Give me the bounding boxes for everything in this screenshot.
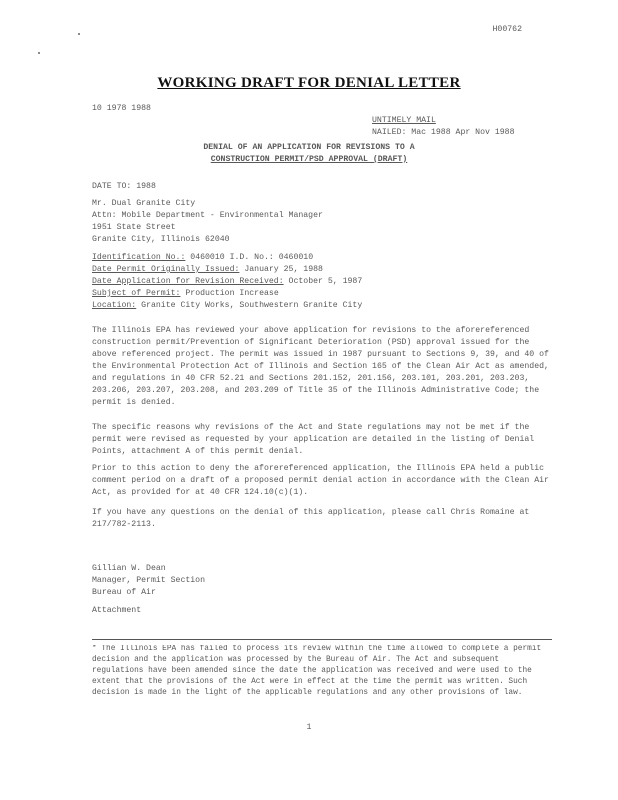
address-line: Granite City, Illinois 62040 bbox=[92, 235, 230, 244]
reference-key: Date Application for Revision Received: bbox=[92, 277, 284, 286]
enclosure-note: Attachment bbox=[92, 606, 142, 615]
footnote: * The Illinois EPA has failed to process its review within the time allowed to complete a permit decision and the application was processed by the Bureau of Air. The Act and subsequent regulations have been amended since the date the application was received and were used to the extent that the provisions of the Act were in effect at the time the permit was written. Such decision is made in the light of the applicable regulations and any other provisions of law. bbox=[92, 645, 542, 697]
letter-heading: WORKING DRAFT FOR DENIAL LETTER bbox=[157, 75, 461, 91]
address-line: Mr. Dual Granite City bbox=[92, 199, 196, 208]
subject-line-1: DENIAL OF AN APPLICATION FOR REVISIONS TO A bbox=[203, 143, 415, 152]
reference-key: Location: bbox=[92, 301, 137, 310]
signature-line: Bureau of Air bbox=[92, 588, 156, 597]
body-paragraph-text: If you have any questions on the denial of this application, please call Chris Romaine at 217/782-2113. bbox=[92, 508, 530, 529]
body-paragraph-text: The Illinois EPA has reviewed your above application for revisions to the aforereferenced construction permit/Prevention of Significant Deterioration (PSD) approval issued for the above referenced project. The permit was issued in 1987 pursuant to Sections 9, 39, and 40 of the Environmental Protection Act of Illinois and Section 165 of the Clean Air Act as amended, and regulations in 40 CFR 52.21 and Sections 201.152, 201.156, 203.101, 203.201, 203.203, 203.206, 203.207, 203.208, and 203.209 of Title 35 of the Illinois Administrative Code; the permit is denied. bbox=[92, 326, 549, 407]
reference-value: Granite City Works, Southwestern Granite City bbox=[141, 301, 363, 310]
page-number: 1 bbox=[306, 723, 312, 732]
reference-value: 0460010 I.D. No.: 0460010 bbox=[190, 253, 314, 262]
reference-row bbox=[92, 264, 362, 276]
reference-key: Identification No.: bbox=[92, 253, 186, 262]
scan-speck bbox=[78, 33, 80, 35]
document-id: H00762 bbox=[492, 25, 522, 34]
reference-key: Date Permit Originally Issued: bbox=[92, 265, 240, 274]
signature-line: Manager, Permit Section bbox=[92, 576, 206, 585]
signature-line: Gillian W. Dean bbox=[92, 564, 166, 573]
address-line: 1951 State Street bbox=[92, 223, 176, 232]
footnote-divider bbox=[92, 639, 552, 640]
recipient-address bbox=[92, 198, 323, 246]
body-paragraph bbox=[92, 422, 552, 458]
mailing-notation-line: NAILED: Mac 1988 Apr Nov 1988 bbox=[372, 128, 515, 137]
scan-speck bbox=[38, 52, 40, 54]
subject-line-2: CONSTRUCTION PERMIT/PSD APPROVAL (DRAFT) bbox=[210, 155, 408, 164]
reference-row bbox=[92, 288, 362, 300]
reference-key: Subject of Permit: bbox=[92, 289, 181, 298]
reference-row bbox=[92, 252, 362, 264]
body-paragraph bbox=[92, 507, 552, 531]
date-line: DATE TO: 1988 bbox=[92, 182, 156, 191]
reference-row bbox=[92, 300, 362, 312]
reference-value: Production Increase bbox=[185, 289, 279, 298]
body-paragraph-text: Prior to this action to deny the aforereferenced application, the Illinois EPA held a public comment period on a draft of a proposed permit denial action in accordance with the Clean Air Act, as provided for at 40 CFR 124.10(c)(1). bbox=[92, 464, 549, 497]
date-stamp: 10 1978 1988 bbox=[92, 104, 151, 113]
address-line: Attn: Mobile Department - Environmental Manager bbox=[92, 211, 323, 220]
body-paragraph bbox=[92, 463, 552, 499]
mailing-notation-line: UNTIMELY MAIL bbox=[372, 116, 436, 125]
body-paragraph-text: The specific reasons why revisions of the Act and State regulations may not be met if the permit were revised as requested by your application are detailed in the listing of Denial Points, attachment A of this permit denial. bbox=[92, 423, 535, 456]
mailing-notation bbox=[372, 115, 515, 139]
reference-block bbox=[92, 252, 362, 312]
body-paragraph bbox=[92, 325, 552, 409]
reference-value: October 5, 1987 bbox=[288, 277, 363, 286]
subject-line bbox=[0, 142, 618, 166]
signature-block bbox=[92, 563, 205, 599]
reference-row bbox=[92, 276, 362, 288]
reference-value: January 25, 1988 bbox=[244, 265, 323, 274]
